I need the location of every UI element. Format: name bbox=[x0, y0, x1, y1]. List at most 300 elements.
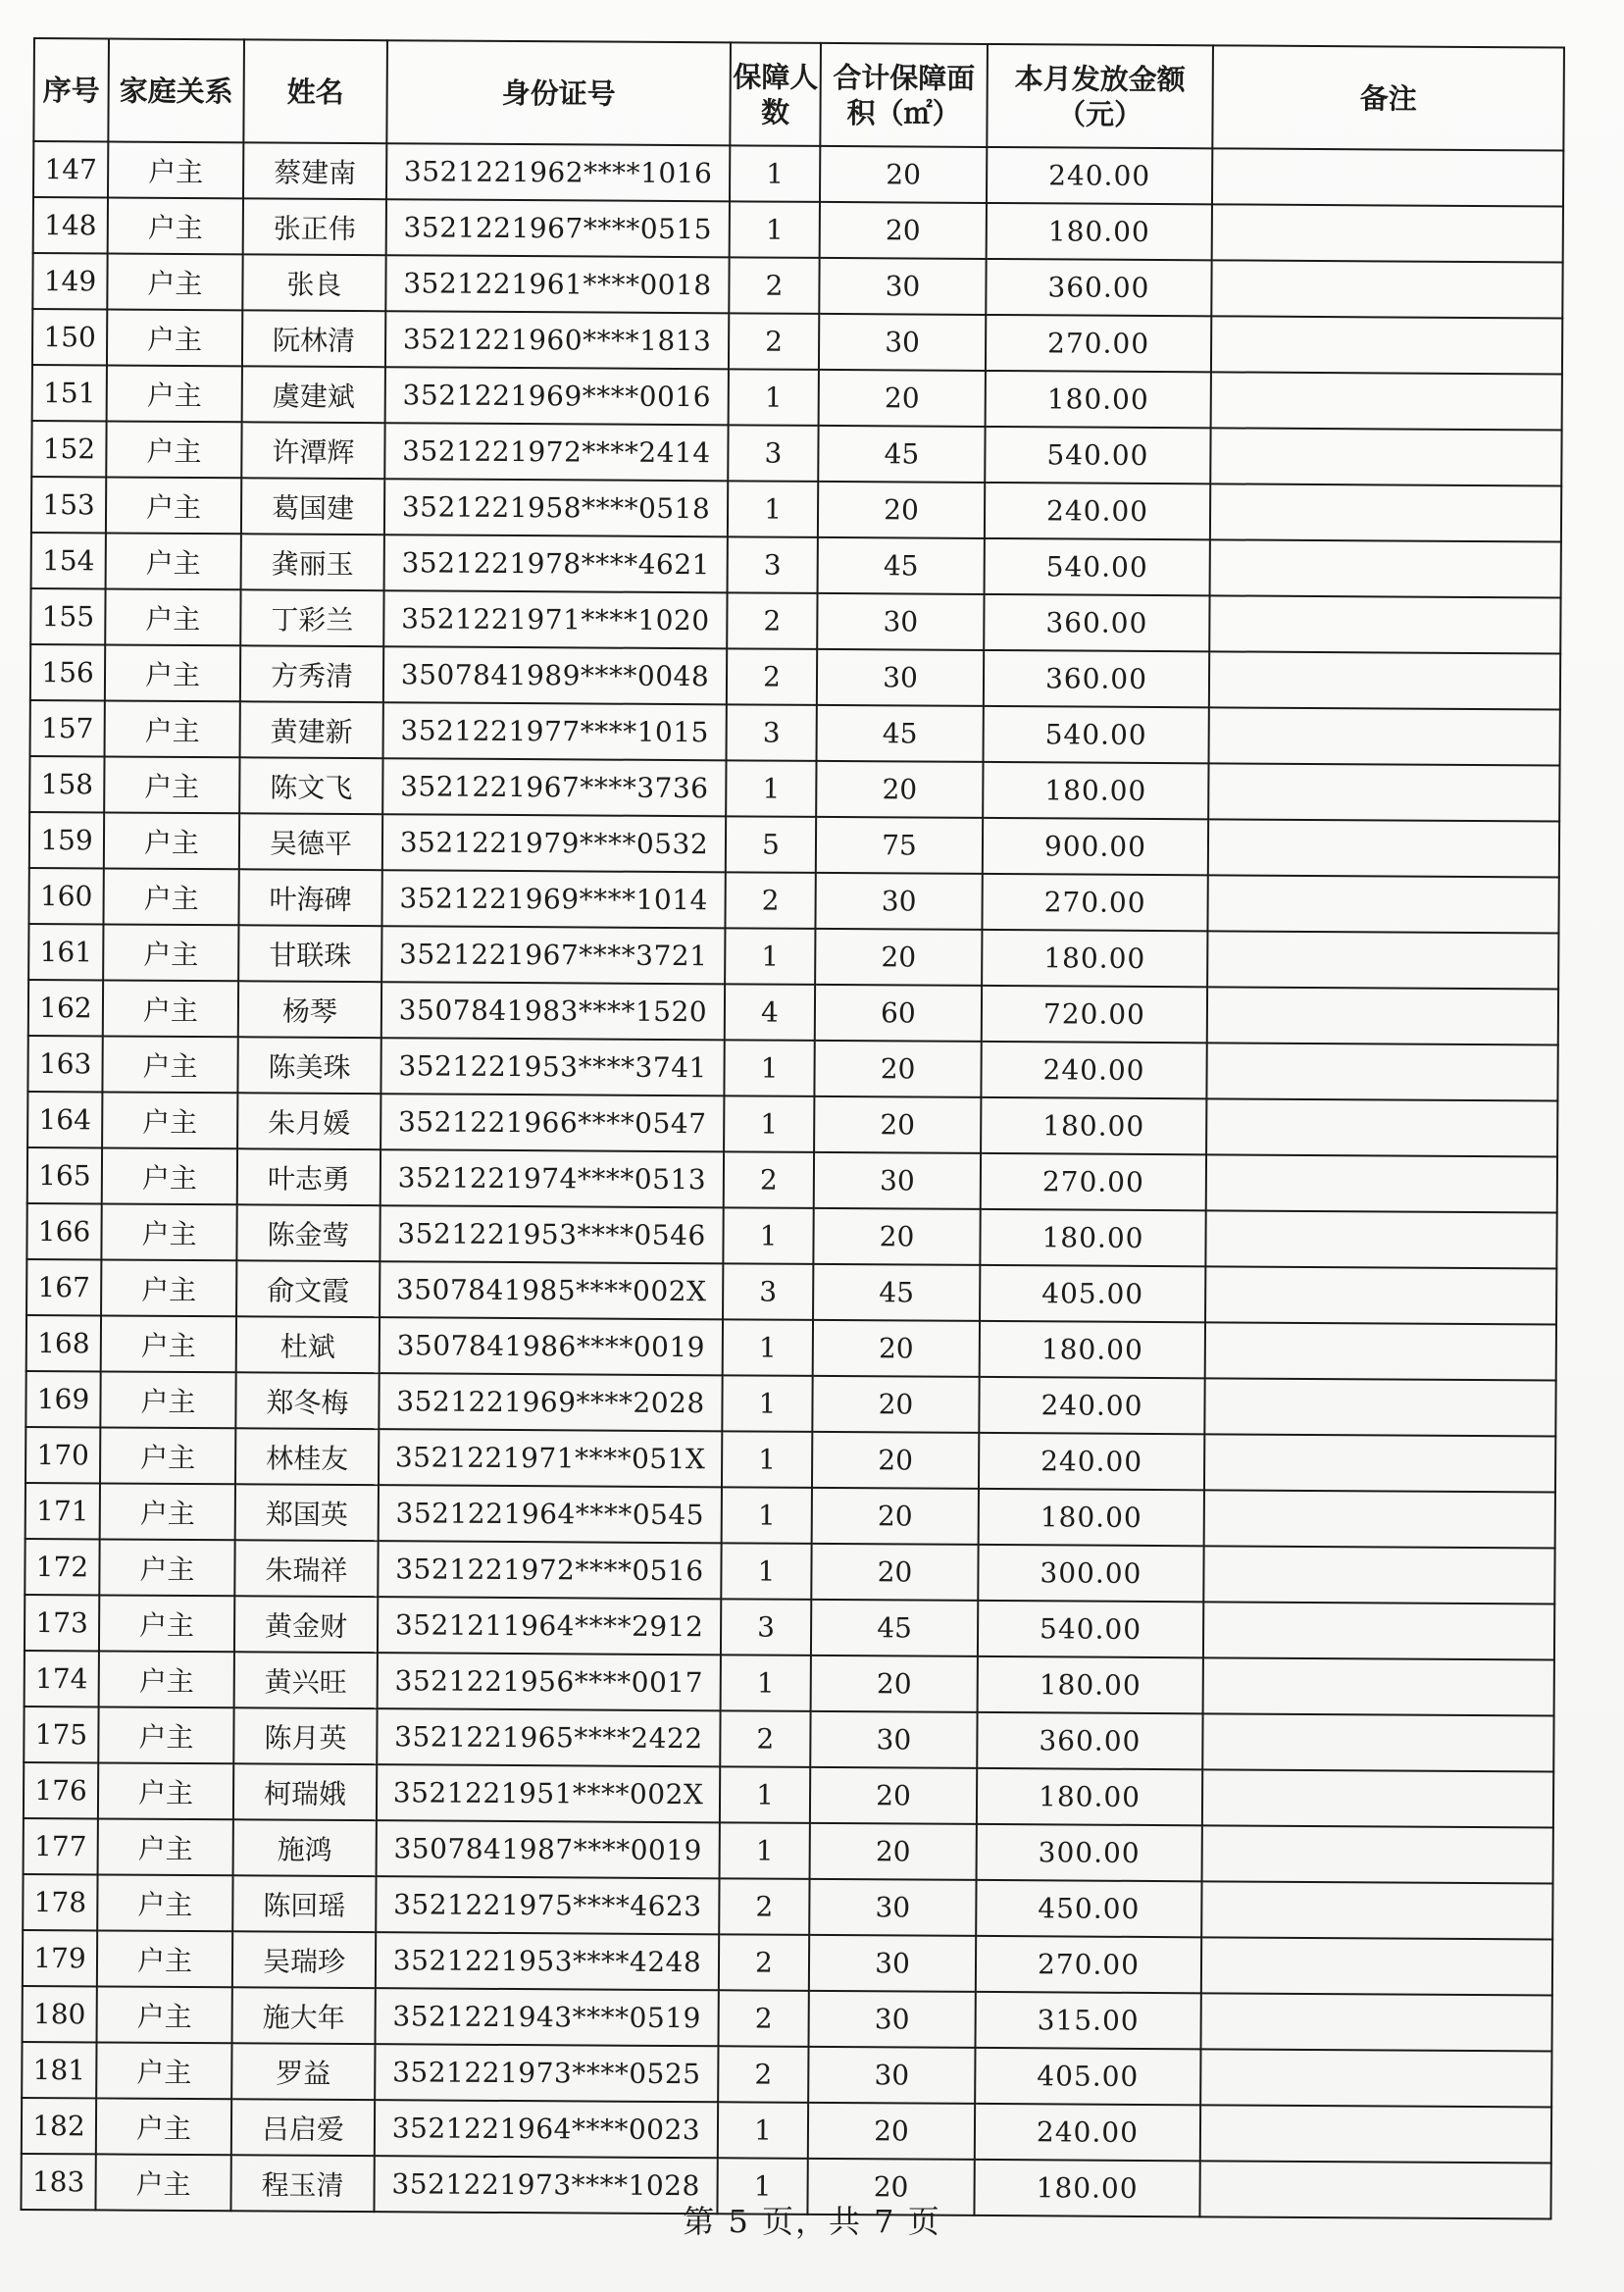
cell-id-number: 3521221953****0546 bbox=[380, 1205, 723, 1263]
cell-id-number: 3521221953****3741 bbox=[381, 1038, 724, 1095]
cell-amount: 180.00 bbox=[980, 1321, 1205, 1378]
table-row bbox=[25, 1483, 1555, 1549]
table-row bbox=[24, 1706, 1553, 1772]
cell-id-number: 3507841986****0019 bbox=[380, 1317, 723, 1375]
cell-relation: 户主 bbox=[105, 588, 240, 645]
table-row bbox=[31, 533, 1561, 598]
cell-seq: 180 bbox=[23, 1986, 97, 2042]
cell-id-number: 3521221971****1020 bbox=[383, 590, 727, 648]
cell-remark bbox=[1211, 316, 1562, 374]
cell-area: 20 bbox=[812, 1488, 979, 1545]
cell-name: 蔡建南 bbox=[243, 142, 386, 199]
cell-amount: 405.00 bbox=[975, 2048, 1200, 2105]
cell-seq: 150 bbox=[32, 309, 107, 365]
cell-id-number: 3521221972****0516 bbox=[378, 1541, 721, 1599]
cell-seq: 157 bbox=[30, 700, 105, 756]
cell-area: 20 bbox=[820, 146, 987, 203]
cell-remark bbox=[1209, 651, 1560, 709]
cell-remark bbox=[1211, 372, 1562, 430]
cell-id-number: 3521221964****0023 bbox=[375, 2100, 718, 2158]
cell-persons: 3 bbox=[728, 536, 818, 593]
table-row bbox=[29, 756, 1559, 822]
cell-amount: 270.00 bbox=[976, 1936, 1201, 1993]
cell-id-number: 3507841985****002X bbox=[380, 1261, 723, 1319]
cell-amount: 405.00 bbox=[980, 1265, 1205, 1322]
cell-name: 程玉清 bbox=[230, 2155, 374, 2212]
cell-name: 张良 bbox=[242, 254, 385, 311]
cell-amount: 270.00 bbox=[986, 315, 1211, 372]
cell-area: 30 bbox=[817, 649, 984, 706]
housing-subsidy-table bbox=[20, 37, 1565, 2220]
cell-amount: 540.00 bbox=[985, 427, 1210, 484]
cell-persons: 2 bbox=[719, 1878, 809, 1935]
cell-area: 30 bbox=[815, 873, 982, 930]
cell-amount: 900.00 bbox=[983, 818, 1208, 875]
cell-amount: 180.00 bbox=[986, 371, 1211, 428]
cell-remark bbox=[1211, 260, 1562, 318]
cell-seq: 161 bbox=[28, 924, 103, 980]
cell-name: 许潭辉 bbox=[241, 422, 384, 479]
cell-name: 吴德平 bbox=[239, 813, 382, 870]
cell-persons: 1 bbox=[726, 760, 816, 817]
cell-remark bbox=[1208, 763, 1559, 821]
cell-persons: 1 bbox=[722, 1375, 812, 1432]
cell-relation: 户主 bbox=[99, 1539, 234, 1596]
cell-persons: 1 bbox=[722, 1487, 812, 1544]
cell-seq: 170 bbox=[25, 1427, 100, 1483]
cell-id-number: 3521221969****1014 bbox=[381, 870, 725, 928]
cell-name: 郑冬梅 bbox=[235, 1372, 379, 1429]
cell-area: 20 bbox=[808, 2103, 975, 2160]
cell-relation: 户主 bbox=[106, 477, 241, 534]
cell-remark bbox=[1210, 428, 1561, 485]
cell-remark bbox=[1206, 1043, 1557, 1100]
cell-seq: 169 bbox=[25, 1371, 100, 1427]
cell-seq: 175 bbox=[24, 1706, 98, 1762]
table-row bbox=[27, 1092, 1557, 1157]
cell-remark bbox=[1203, 1546, 1554, 1604]
table-row bbox=[25, 1651, 1554, 1716]
cell-id-number: 3521221953****4248 bbox=[376, 1932, 719, 1990]
cell-remark bbox=[1202, 1769, 1553, 1827]
cell-remark bbox=[1209, 707, 1560, 765]
cell-seq: 183 bbox=[21, 2154, 95, 2210]
cell-name: 甘联珠 bbox=[238, 925, 381, 982]
cell-name: 龚丽玉 bbox=[241, 534, 384, 590]
cell-area: 30 bbox=[809, 1935, 976, 1992]
cell-persons: 2 bbox=[729, 313, 819, 370]
cell-name: 罗益 bbox=[231, 2043, 375, 2100]
table-row bbox=[24, 1762, 1553, 1828]
cell-remark bbox=[1205, 1322, 1556, 1380]
cell-amount: 240.00 bbox=[975, 2104, 1200, 2161]
cell-relation: 户主 bbox=[107, 365, 242, 422]
table-row bbox=[33, 197, 1563, 263]
page-footer: 第 5 页，共 7 页 bbox=[683, 2203, 941, 2240]
cell-amount: 720.00 bbox=[982, 986, 1207, 1043]
cell-id-number: 3521221977****1015 bbox=[383, 702, 727, 760]
cell-area: 45 bbox=[817, 705, 984, 762]
cell-relation: 户主 bbox=[108, 197, 243, 254]
cell-relation: 户主 bbox=[101, 1315, 236, 1372]
cell-relation: 户主 bbox=[97, 1874, 232, 1931]
cell-relation: 户主 bbox=[99, 1651, 234, 1707]
header-seq: 序号 bbox=[33, 38, 109, 141]
cell-name: 方秀清 bbox=[240, 645, 383, 702]
cell-seq: 182 bbox=[22, 2098, 96, 2154]
cell-area: 20 bbox=[819, 370, 986, 427]
cell-area: 20 bbox=[814, 1041, 981, 1097]
cell-seq: 174 bbox=[25, 1651, 99, 1706]
table-row bbox=[28, 924, 1558, 990]
cell-relation: 户主 bbox=[102, 1036, 237, 1093]
cell-persons: 2 bbox=[719, 1934, 809, 1991]
cell-persons: 2 bbox=[724, 1151, 814, 1208]
cell-remark bbox=[1207, 931, 1558, 989]
cell-amount: 180.00 bbox=[983, 762, 1208, 819]
cell-name: 张正伟 bbox=[243, 198, 386, 255]
table-row bbox=[31, 477, 1561, 542]
cell-amount: 240.00 bbox=[981, 1042, 1206, 1098]
cell-id-number: 3521221973****1028 bbox=[374, 2156, 717, 2214]
cell-name: 阮林清 bbox=[242, 310, 385, 367]
cell-id-number: 3521221951****002X bbox=[377, 1764, 720, 1822]
cell-id-number: 3521221975****4623 bbox=[376, 1876, 719, 1934]
cell-persons: 1 bbox=[729, 369, 819, 426]
cell-name: 朱瑞祥 bbox=[234, 1540, 378, 1597]
cell-relation: 户主 bbox=[102, 1147, 237, 1204]
cell-name: 俞文霞 bbox=[236, 1260, 380, 1317]
table-row bbox=[28, 980, 1558, 1045]
cell-area: 75 bbox=[816, 817, 983, 874]
cell-amount: 360.00 bbox=[984, 594, 1209, 651]
cell-id-number: 3521221973****0525 bbox=[375, 2044, 718, 2102]
cell-area: 20 bbox=[810, 1767, 977, 1824]
cell-area: 20 bbox=[820, 202, 987, 259]
cell-persons: 3 bbox=[723, 1263, 813, 1320]
cell-area: 20 bbox=[818, 482, 985, 538]
cell-name: 吴瑞珍 bbox=[232, 1931, 376, 1988]
cell-name: 陈月英 bbox=[233, 1707, 377, 1764]
header-remark: 备注 bbox=[1212, 45, 1564, 150]
cell-persons: 3 bbox=[728, 425, 818, 482]
cell-persons: 4 bbox=[725, 984, 815, 1041]
cell-area: 45 bbox=[818, 537, 985, 594]
cell-area: 20 bbox=[816, 761, 983, 818]
cell-seq: 172 bbox=[25, 1539, 99, 1595]
cell-seq: 176 bbox=[24, 1762, 98, 1818]
cell-seq: 156 bbox=[30, 644, 105, 700]
cell-remark bbox=[1210, 484, 1561, 541]
cell-area: 30 bbox=[810, 1711, 977, 1768]
cell-id-number: 3521221971****051X bbox=[379, 1429, 722, 1487]
cell-name: 吕启爱 bbox=[231, 2099, 375, 2156]
cell-id-number: 3521221961****0018 bbox=[385, 255, 729, 313]
cell-persons: 1 bbox=[723, 1319, 813, 1376]
cell-seq: 163 bbox=[27, 1036, 102, 1092]
cell-persons: 2 bbox=[720, 1710, 810, 1767]
table-row bbox=[25, 1539, 1554, 1604]
table-row bbox=[24, 1818, 1553, 1884]
header-name: 姓名 bbox=[243, 39, 387, 143]
cell-remark bbox=[1205, 1210, 1556, 1268]
table-row bbox=[26, 1203, 1556, 1269]
table-row bbox=[25, 1371, 1555, 1437]
cell-id-number: 3521221978****4621 bbox=[384, 535, 728, 592]
cell-id-number: 3521211964****2912 bbox=[378, 1597, 721, 1655]
cell-seq: 181 bbox=[22, 2042, 96, 2098]
cell-remark bbox=[1207, 987, 1558, 1044]
table-row bbox=[23, 1986, 1552, 2052]
cell-persons: 3 bbox=[727, 704, 817, 761]
cell-relation: 户主 bbox=[97, 1930, 232, 1987]
cell-remark bbox=[1204, 1434, 1555, 1492]
cell-remark bbox=[1206, 1098, 1557, 1156]
cell-area: 20 bbox=[814, 1096, 981, 1153]
cell-area: 30 bbox=[814, 1152, 981, 1209]
cell-area: 20 bbox=[810, 1823, 977, 1880]
cell-seq: 171 bbox=[25, 1483, 100, 1539]
header-area: 合计保障面积（㎡） bbox=[820, 43, 988, 147]
cell-area: 45 bbox=[813, 1264, 980, 1321]
cell-name: 陈文飞 bbox=[239, 757, 382, 814]
cell-area: 30 bbox=[808, 1991, 975, 2048]
cell-area: 20 bbox=[811, 1655, 978, 1712]
cell-id-number: 3521221967****3721 bbox=[381, 926, 725, 984]
cell-relation: 户主 bbox=[98, 1706, 233, 1763]
cell-remark bbox=[1200, 2049, 1551, 2107]
cell-amount: 540.00 bbox=[985, 538, 1210, 595]
cell-relation: 户主 bbox=[103, 980, 238, 1037]
cell-relation: 户主 bbox=[107, 253, 242, 310]
cell-id-number: 3521221969****0016 bbox=[385, 367, 729, 425]
cell-persons: 1 bbox=[717, 2158, 807, 2215]
cell-relation: 户主 bbox=[104, 812, 239, 869]
cell-id-number: 3521221958****0518 bbox=[384, 479, 728, 536]
cell-persons: 1 bbox=[725, 928, 815, 985]
cell-area: 45 bbox=[811, 1600, 978, 1656]
table-row bbox=[22, 2098, 1551, 2164]
cell-persons: 1 bbox=[721, 1655, 811, 1711]
cell-amount: 180.00 bbox=[982, 930, 1207, 987]
cell-name: 黄建新 bbox=[240, 701, 383, 758]
cell-amount: 300.00 bbox=[978, 1545, 1203, 1602]
cell-relation: 户主 bbox=[100, 1427, 235, 1484]
cell-seq: 162 bbox=[28, 980, 103, 1036]
cell-seq: 165 bbox=[27, 1147, 102, 1203]
cell-seq: 153 bbox=[31, 477, 106, 533]
cell-remark bbox=[1209, 595, 1560, 653]
cell-amount: 180.00 bbox=[977, 1768, 1202, 1825]
cell-remark bbox=[1203, 1602, 1554, 1659]
cell-seq: 154 bbox=[31, 533, 106, 588]
cell-seq: 179 bbox=[23, 1930, 97, 1986]
cell-relation: 户主 bbox=[103, 868, 238, 925]
cell-relation: 户主 bbox=[97, 1986, 232, 2043]
cell-id-number: 3521221960****1813 bbox=[385, 311, 729, 369]
cell-id-number: 3521221967****0515 bbox=[386, 199, 730, 257]
cell-relation: 户主 bbox=[106, 533, 241, 589]
cell-seq: 173 bbox=[25, 1595, 99, 1651]
table-row bbox=[31, 421, 1561, 486]
cell-persons: 1 bbox=[730, 145, 820, 202]
header-relation: 家庭关系 bbox=[108, 38, 244, 142]
table-row bbox=[25, 1595, 1554, 1660]
cell-amount: 360.00 bbox=[984, 650, 1209, 707]
cell-name: 叶志勇 bbox=[237, 1148, 381, 1205]
cell-amount: 270.00 bbox=[982, 874, 1207, 931]
cell-remark bbox=[1201, 1937, 1552, 1995]
cell-remark bbox=[1207, 875, 1558, 933]
cell-amount: 180.00 bbox=[979, 1489, 1204, 1546]
cell-seq: 164 bbox=[27, 1092, 102, 1147]
table-row bbox=[26, 1315, 1556, 1381]
cell-amount: 540.00 bbox=[978, 1601, 1203, 1657]
table-row bbox=[29, 812, 1559, 878]
table-header-row bbox=[33, 38, 1564, 151]
cell-persons: 1 bbox=[724, 1040, 814, 1096]
cell-name: 叶海碑 bbox=[238, 869, 381, 926]
cell-amount: 540.00 bbox=[984, 706, 1209, 763]
cell-relation: 户主 bbox=[103, 924, 238, 981]
cell-area: 30 bbox=[809, 1879, 976, 1936]
header-persons: 保障人数 bbox=[730, 42, 821, 146]
cell-relation: 户主 bbox=[96, 2098, 231, 2155]
cell-id-number: 3521221964****0545 bbox=[379, 1485, 722, 1543]
cell-persons: 2 bbox=[727, 648, 817, 705]
cell-name: 陈美珠 bbox=[237, 1037, 381, 1094]
cell-name: 黄金财 bbox=[234, 1596, 378, 1653]
cell-amount: 240.00 bbox=[979, 1377, 1204, 1434]
cell-persons: 1 bbox=[730, 201, 820, 258]
cell-area: 20 bbox=[812, 1376, 979, 1433]
cell-name: 杜斌 bbox=[236, 1316, 380, 1373]
cell-name: 柯瑞娥 bbox=[233, 1763, 377, 1820]
cell-name: 杨琴 bbox=[238, 981, 381, 1038]
cell-persons: 1 bbox=[724, 1095, 814, 1152]
cell-id-number: 3521221972****2414 bbox=[384, 423, 728, 481]
cell-area: 60 bbox=[815, 985, 982, 1042]
cell-name: 黄兴旺 bbox=[234, 1652, 378, 1708]
cell-amount: 240.00 bbox=[985, 483, 1210, 539]
cell-relation: 户主 bbox=[101, 1203, 236, 1260]
cell-id-number: 3521221943****0519 bbox=[376, 1988, 719, 2046]
cell-amount: 180.00 bbox=[978, 1656, 1203, 1713]
cell-amount: 240.00 bbox=[979, 1433, 1204, 1490]
cell-persons: 1 bbox=[718, 2102, 808, 2159]
cell-seq: 148 bbox=[33, 197, 108, 253]
cell-area: 20 bbox=[813, 1320, 980, 1377]
cell-amount: 300.00 bbox=[977, 1824, 1202, 1881]
cell-area: 45 bbox=[818, 426, 985, 483]
cell-amount: 180.00 bbox=[981, 1097, 1206, 1154]
cell-persons: 1 bbox=[728, 481, 818, 537]
cell-seq: 151 bbox=[32, 365, 107, 421]
cell-persons: 1 bbox=[720, 1766, 810, 1823]
cell-relation: 户主 bbox=[106, 421, 241, 478]
cell-name: 陈金莺 bbox=[236, 1204, 380, 1261]
cell-remark bbox=[1208, 819, 1559, 877]
table-row bbox=[23, 1930, 1552, 1996]
cell-id-number: 3507841983****1520 bbox=[381, 982, 725, 1040]
header-amount: 本月发放金额（元） bbox=[987, 44, 1213, 148]
cell-id-number: 3521221979****0532 bbox=[382, 814, 726, 872]
cell-seq: 159 bbox=[29, 812, 104, 868]
cell-persons: 2 bbox=[718, 2046, 808, 2103]
table-row bbox=[32, 365, 1562, 431]
cell-name: 施鸿 bbox=[233, 1819, 377, 1876]
table-row bbox=[30, 588, 1560, 654]
cell-amount: 450.00 bbox=[976, 1880, 1201, 1937]
cell-area: 30 bbox=[819, 258, 986, 315]
cell-relation: 户主 bbox=[101, 1259, 236, 1316]
cell-relation: 户主 bbox=[98, 1762, 233, 1819]
cell-name: 葛国建 bbox=[241, 478, 384, 535]
cell-id-number: 3521221962****1016 bbox=[386, 143, 730, 201]
cell-area: 30 bbox=[808, 2047, 975, 2104]
cell-area: 20 bbox=[812, 1432, 979, 1489]
header-id: 身份证号 bbox=[386, 40, 731, 145]
table-row bbox=[23, 1874, 1552, 1940]
table-row bbox=[25, 1427, 1555, 1493]
cell-persons: 1 bbox=[723, 1207, 813, 1264]
cell-id-number: 3507841989****0048 bbox=[383, 646, 727, 704]
cell-relation: 户主 bbox=[105, 644, 240, 701]
cell-amount: 315.00 bbox=[975, 1992, 1200, 2049]
cell-area: 20 bbox=[815, 929, 982, 986]
cell-persons: 2 bbox=[725, 872, 815, 929]
cell-relation: 户主 bbox=[107, 309, 242, 366]
cell-id-number: 3521221956****0017 bbox=[378, 1653, 721, 1710]
cell-persons: 1 bbox=[722, 1431, 812, 1488]
table-row bbox=[32, 309, 1562, 375]
cell-name: 虞建斌 bbox=[242, 366, 385, 423]
cell-remark bbox=[1204, 1490, 1555, 1548]
cell-seq: 152 bbox=[31, 421, 106, 477]
cell-seq: 177 bbox=[24, 1818, 98, 1874]
table-row bbox=[26, 1259, 1556, 1325]
cell-amount: 270.00 bbox=[981, 1153, 1206, 1210]
table-row bbox=[27, 1147, 1557, 1213]
cell-remark bbox=[1202, 1825, 1553, 1883]
cell-area: 20 bbox=[807, 2159, 974, 2216]
cell-amount: 180.00 bbox=[974, 2160, 1199, 2216]
table-row bbox=[28, 868, 1558, 934]
table-row bbox=[27, 1036, 1557, 1101]
cell-amount: 180.00 bbox=[987, 203, 1212, 260]
cell-id-number: 3507841987****0019 bbox=[377, 1820, 720, 1878]
table-row bbox=[30, 700, 1560, 766]
cell-remark bbox=[1206, 1154, 1557, 1212]
cell-area: 20 bbox=[813, 1208, 980, 1265]
cell-remark bbox=[1202, 1713, 1553, 1771]
cell-area: 30 bbox=[819, 314, 986, 371]
cell-relation: 户主 bbox=[100, 1371, 235, 1428]
cell-name: 郑国英 bbox=[235, 1484, 379, 1541]
cell-name: 施大年 bbox=[232, 1987, 376, 2044]
cell-seq: 158 bbox=[29, 756, 104, 812]
table-row bbox=[22, 2042, 1551, 2108]
cell-relation: 户主 bbox=[100, 1483, 235, 1540]
table-body bbox=[21, 141, 1563, 2218]
cell-seq: 178 bbox=[23, 1874, 97, 1930]
cell-persons: 1 bbox=[720, 1822, 810, 1879]
cell-seq: 160 bbox=[28, 868, 103, 924]
table-row bbox=[32, 253, 1562, 319]
cell-relation: 户主 bbox=[104, 756, 239, 813]
cell-persons: 5 bbox=[726, 816, 816, 873]
cell-name: 丁彩兰 bbox=[240, 589, 383, 646]
